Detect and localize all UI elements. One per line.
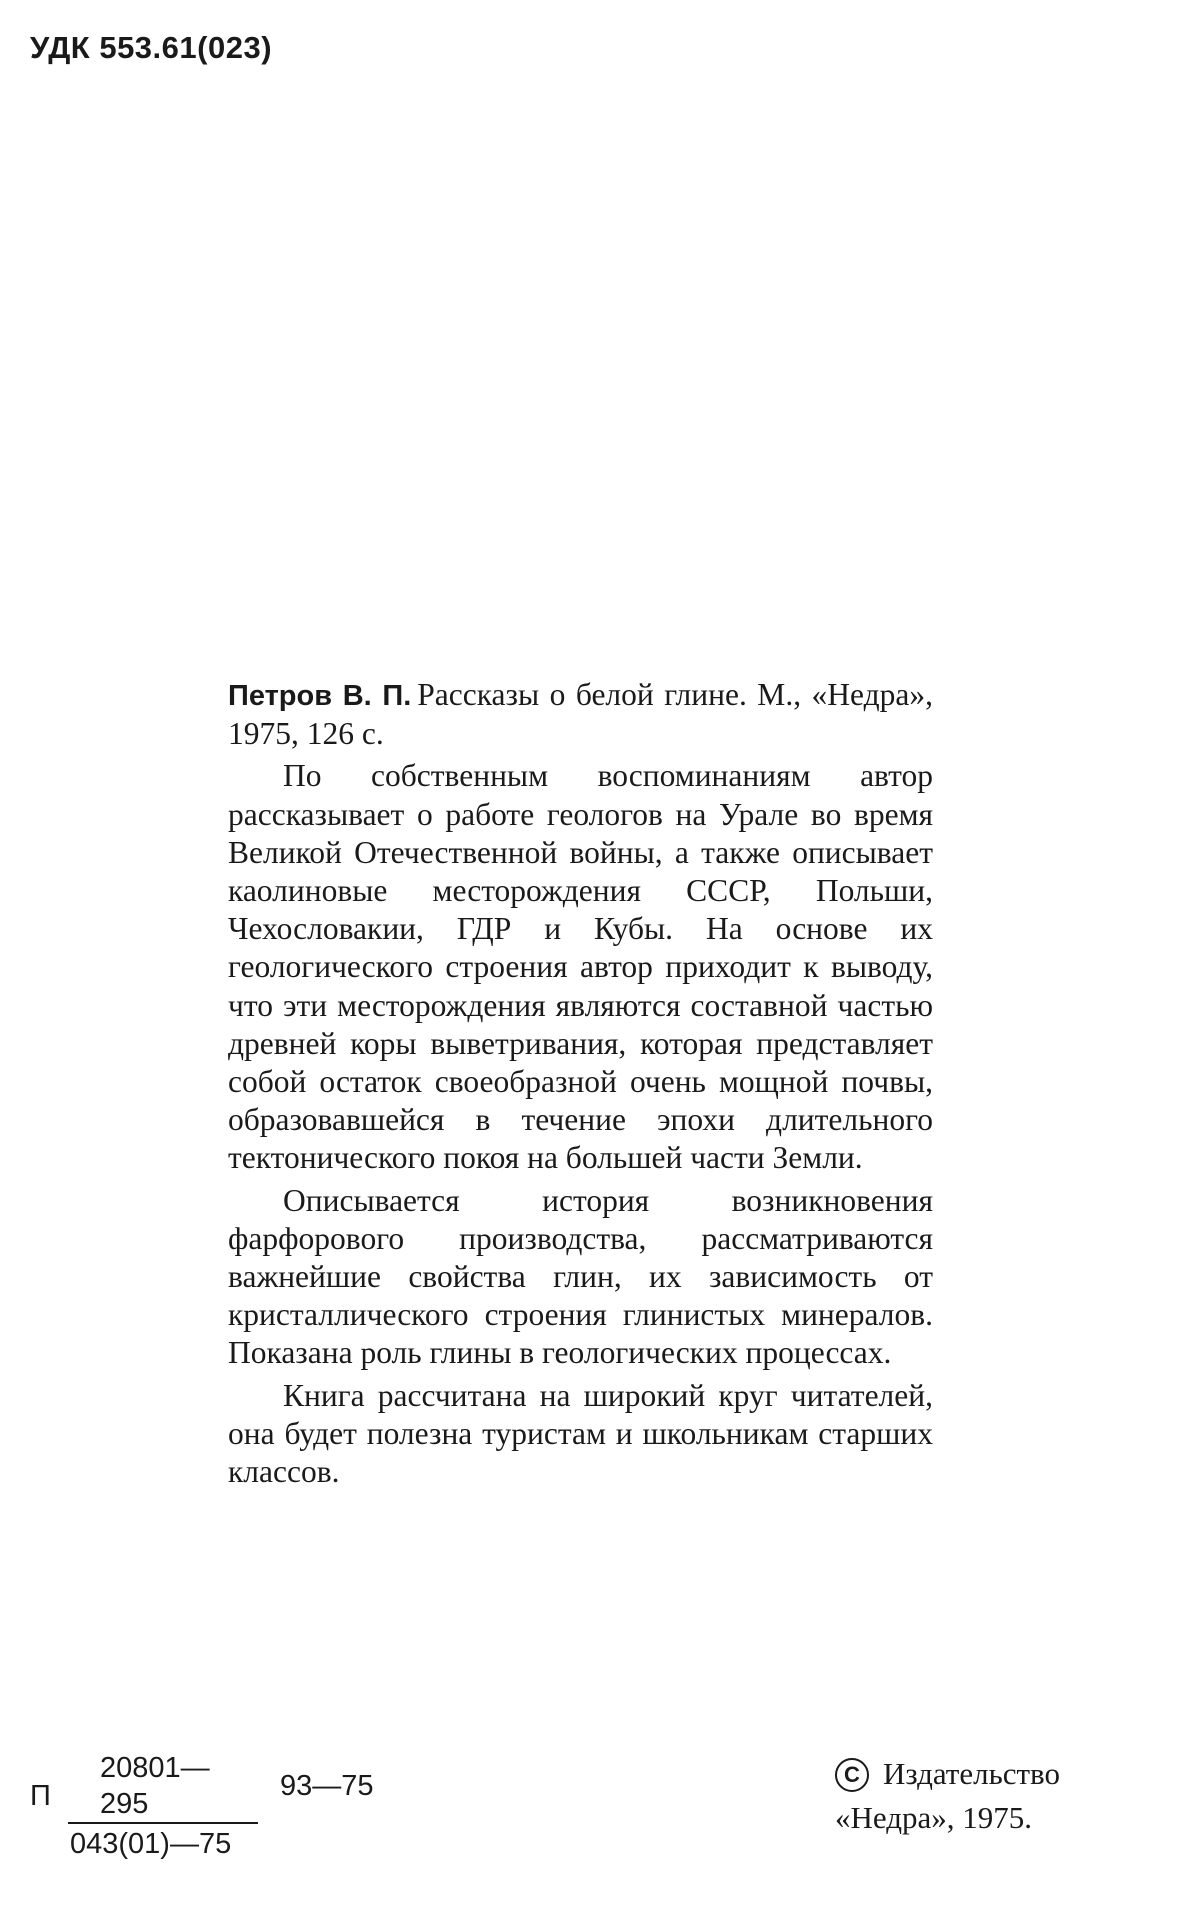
annotation-paragraph-2: Описывается история возникновения фарфорового производства, рассматриваются важнейшие свойства глин, их зависимость от кристаллического строения глинистых минералов. Показана роль глины в геологических процессах. <box>228 1182 933 1371</box>
index-numerator: 20801—295 <box>100 1752 210 1820</box>
copyright-icon: C <box>835 1758 869 1792</box>
book-title-line: Рассказы о белой глине. М., «Недра», 1975, 126 с. <box>228 677 933 752</box>
annotation-paragraph-3: Книга рассчитана на широкий круг читателей, она будет полезна туристам и школьникам старших классов. <box>228 1377 933 1490</box>
udk-code: УДК 553.61(023) <box>30 30 273 65</box>
index-fraction <box>68 1750 258 1864</box>
publication-index <box>30 1750 410 1860</box>
author-name: Петров В. П. <box>228 680 412 712</box>
index-denominator: 043(01)—75 <box>70 1828 232 1860</box>
index-letter: П <box>30 1780 51 1812</box>
publisher-label: Издательство <box>883 1756 1060 1791</box>
publisher-name-year: «Недра», 1975. <box>835 1800 1033 1835</box>
index-side-number: 93—75 <box>280 1770 374 1802</box>
bibliographic-entry <box>228 676 933 753</box>
copyright-notice <box>835 1752 1060 1840</box>
annotation-paragraph-1: По собственным воспоминаниям автор рассказывает о работе геологов на Урале во время Великой Отечественной войны, а также описывает каолиновые месторождения СССР, Польши, Чехословакии, ГДР и Кубы. На основе их геологического строения автор приходит к выводу, что эти месторождения являются составной частью древней коры выветривания, которая представляет собой остаток своеобразной очень мощной почвы, образовавшейся в течение эпохи длительного тектонического покоя на большей части Земли. <box>228 758 933 1176</box>
book-annotation <box>228 676 933 1491</box>
